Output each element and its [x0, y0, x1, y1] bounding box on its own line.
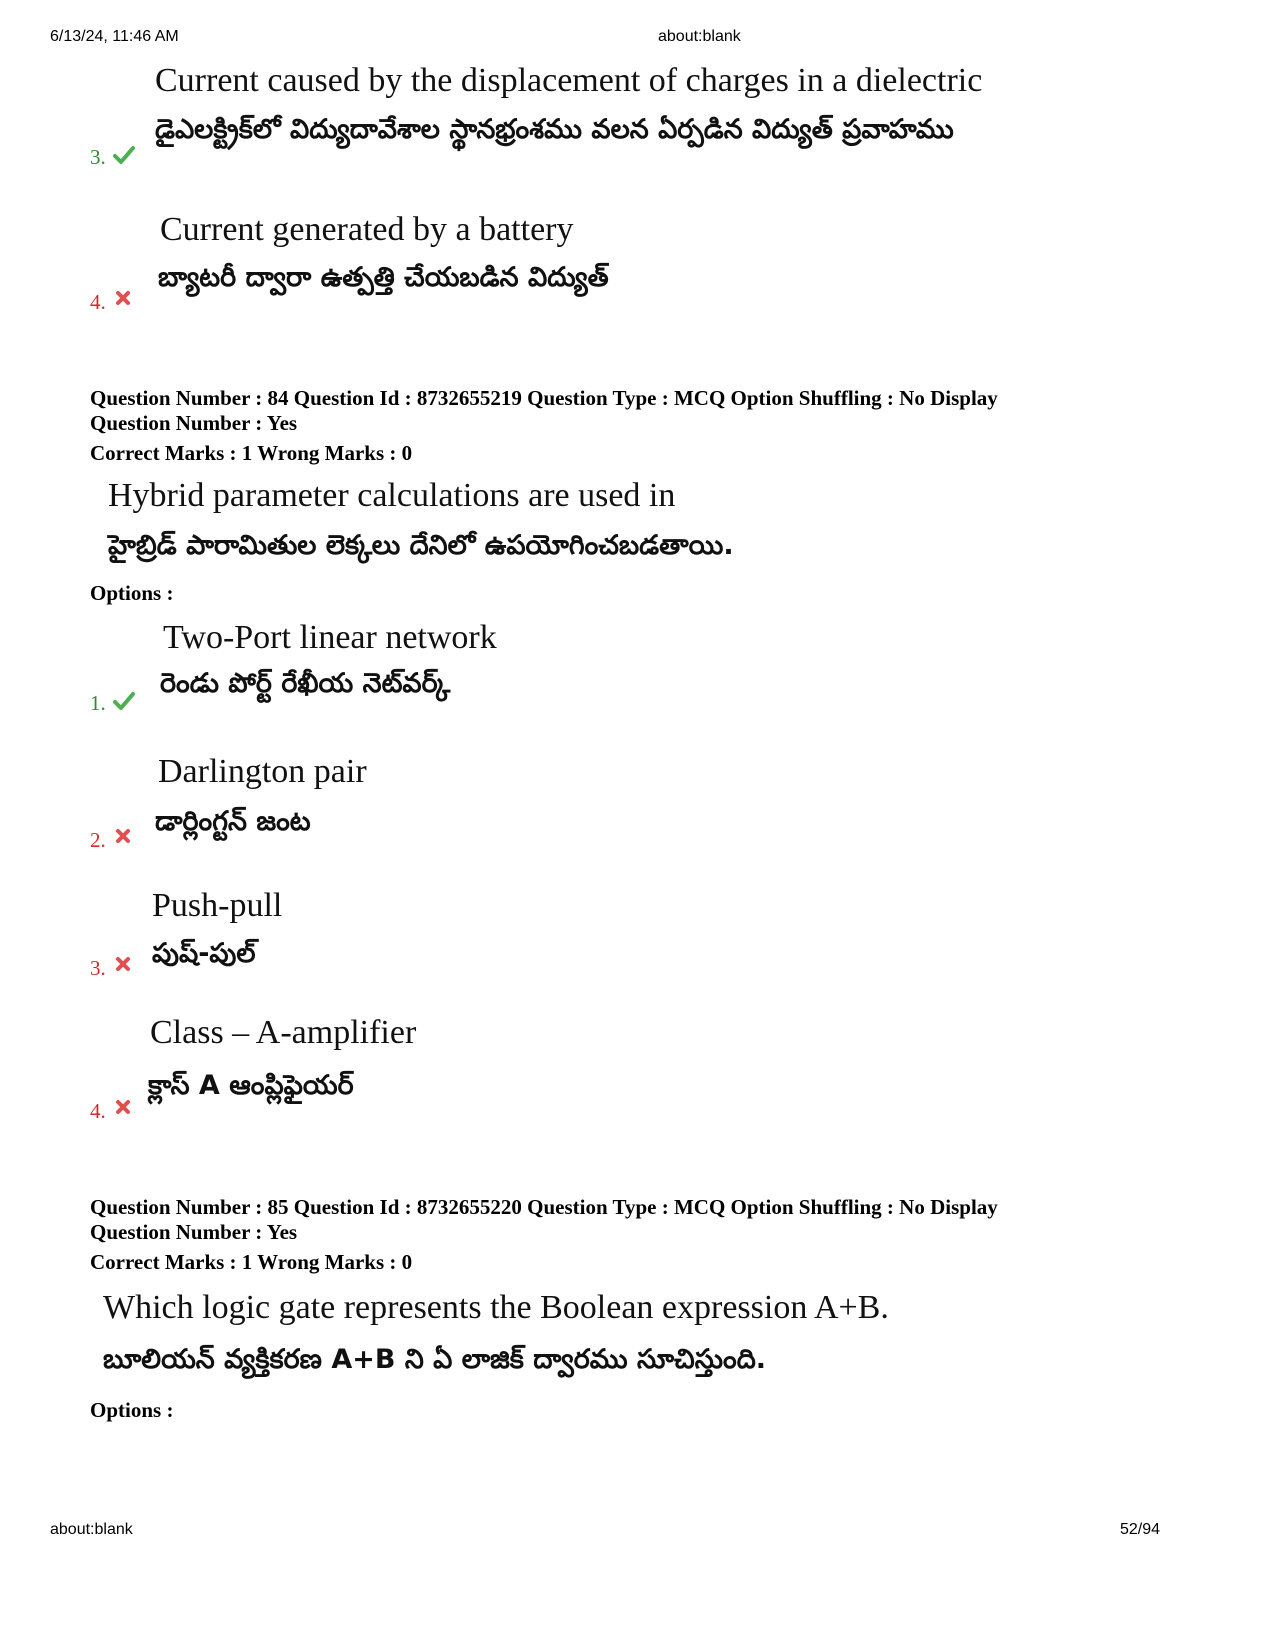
cross-icon [115, 956, 131, 972]
q84-option-4-en: Class – A-amplifier [150, 1014, 417, 1051]
cross-icon [115, 1099, 131, 1115]
option-3-text-te: డైఎలక్ట్రిక్‌లో విద్యుదావేశాల స్థానభ్రంశము వలన ఏర్పడిన విద్యుత్ ప్రవాహము [155, 114, 954, 145]
cross-icon [115, 828, 131, 844]
option-3-number: 3. [90, 145, 106, 169]
page-number: 52/94 [1120, 1521, 1161, 1538]
q84-question-te: హైబ్రిడ్ పారామితుల లెక్కలు దేనిలో ఉపయోగించబడతాయి. [108, 530, 734, 561]
option-4-text-te: బ్యాటరీ ద్వారా ఉత్పత్తి చేయబడిన విద్యుత్ [158, 262, 609, 293]
q84-marks: Correct Marks : 1 Wrong Marks : 0 [90, 441, 413, 465]
q84-option-1-en: Two-Port linear network [163, 619, 497, 656]
q84-meta-line1: Question Number : 84 Question Id : 8732655219 Question Type : MCQ Option Shuffling : No Display [90, 386, 998, 410]
q84-option-1-te: రెండు పోర్ట్ రేఖీయ నెట్‌వర్క్ [160, 668, 451, 699]
q84-meta-line2: Question Number : Yes [90, 411, 298, 435]
q85-options-label: Options : [90, 1398, 174, 1422]
option-4-number: 4. [90, 290, 106, 314]
q85-meta-line1: Question Number : 85 Question Id : 8732655220 Question Type : MCQ Option Shuffling : No Display [90, 1195, 998, 1219]
q84-option-1-number: 1. [90, 691, 106, 715]
q84-option-3-en: Push-pull [152, 887, 283, 924]
q84-options-label: Options : [90, 581, 174, 605]
checkmark-icon [113, 144, 135, 166]
option-3-text-en: Current caused by the displacement of charges in a dielectric [155, 62, 983, 99]
print-datetime: 6/13/24, 11:46 AM [50, 28, 179, 45]
q84-option-3-te: పుష్-పుల్ [152, 938, 256, 969]
q84-option-2-en: Darlington pair [158, 753, 367, 790]
q85-meta-line2: Question Number : Yes [90, 1220, 298, 1244]
print-url: about:blank [658, 28, 741, 45]
q84-option-2-number: 2. [90, 828, 106, 852]
q85-marks: Correct Marks : 1 Wrong Marks : 0 [90, 1250, 413, 1274]
checkmark-icon [113, 690, 135, 712]
footer-url: about:blank [50, 1521, 133, 1538]
q84-option-3-number: 3. [90, 956, 106, 980]
q84-option-4-number: 4. [90, 1099, 106, 1123]
q84-question-en: Hybrid parameter calculations are used in [108, 477, 676, 514]
q85-question-en: Which logic gate represents the Boolean expression A+B. [103, 1289, 889, 1326]
q84-option-2-te: డార్లింగ్టన్ జంట [155, 806, 311, 837]
q84-option-4-te: క్లాస్ A ఆంప్లిఫైయర్ [148, 1070, 354, 1101]
option-4-text-en: Current generated by a battery [160, 211, 574, 248]
q85-question-te: బూలియన్ వ్యక్తికరణ A+B ని ఏ లాజిక్ ద్వారము సూచిస్తుంది. [103, 1344, 767, 1375]
cross-icon [115, 290, 131, 306]
